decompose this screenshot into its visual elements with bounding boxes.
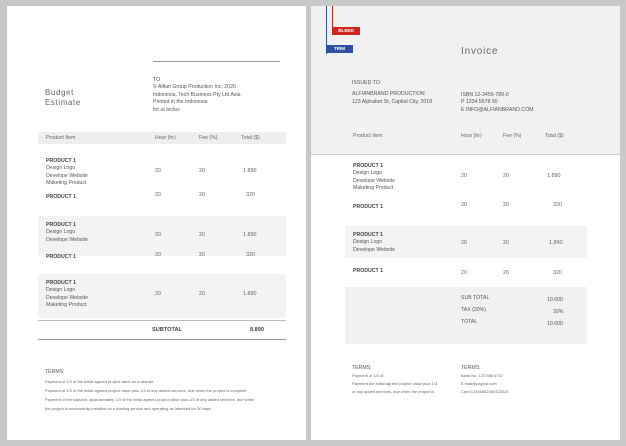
terms-line: Payment the initial agreed project value plus 1/3 (352, 381, 438, 387)
total-cell: 1.890 (547, 173, 561, 179)
bank-label: TERMS: (461, 365, 481, 371)
fee-cell: 20 (199, 232, 205, 238)
issued-to-label: ISSUED TO: (352, 80, 382, 86)
table-row (345, 226, 587, 258)
recipient-line: Indonesia. Tech Business Pty Ltd Asia (153, 91, 241, 98)
bank-line: Card 12345552454323324 (461, 389, 509, 395)
fee-cell: 20 (503, 270, 509, 276)
product-detail: Maketing Product (353, 185, 394, 192)
contact-line: P 1234 5678 90 (461, 99, 498, 106)
product-detail: Maketing Product (46, 180, 87, 187)
product-name: PRODUCT 1 (46, 194, 76, 200)
table-header (345, 130, 587, 142)
table-row (345, 198, 587, 222)
contact-block (461, 92, 581, 114)
bank-block (461, 365, 581, 396)
table-row (38, 248, 286, 272)
product-detail: Develope Website (46, 294, 89, 301)
product-detail: Design Logo (353, 239, 383, 246)
recipient-line: © Alfian Group Production Inc, 2020 (153, 84, 236, 91)
hour-cell: 20 (461, 270, 467, 276)
product-cell (46, 152, 88, 188)
fee-cell: 20 (503, 202, 509, 208)
bank-line: E mail@paypal.com (461, 381, 497, 387)
product-name: PRODUCT 1 (353, 163, 383, 169)
subtotal-label: SUBTOTAL (152, 327, 182, 333)
table-row (345, 262, 587, 282)
summary-value: 10.000 (547, 297, 563, 303)
total-cell: 1.890 (549, 240, 563, 246)
column-header: Fee (%) (199, 135, 218, 141)
table-row (345, 157, 587, 201)
recipient-block (153, 77, 293, 114)
trim-marker: TRIM (326, 45, 353, 53)
bank-line: Bank No. 123 566 6757 (461, 373, 504, 379)
product-name: PRODUCT 1 (46, 254, 76, 260)
table-row (38, 274, 286, 318)
column-header: Product Item (353, 133, 383, 139)
recipient-line: for ut lectus (153, 106, 180, 113)
summary-panel (345, 287, 587, 344)
budget-table (38, 132, 286, 322)
terms-label: TERMS: (352, 365, 372, 371)
product-name: PRODUCT 1 (46, 222, 76, 228)
product-cell (353, 157, 395, 193)
hour-cell: 20 (461, 240, 467, 246)
top-rule (153, 61, 280, 62)
product-name: PRODUCT 1 (46, 280, 76, 286)
bleed-marker: BLEED (332, 27, 360, 35)
product-cell (46, 248, 76, 261)
invoice-table (345, 130, 587, 280)
total-cell: 320 (553, 202, 562, 208)
product-detail: Design Logo (46, 287, 76, 294)
hour-cell: 20 (461, 202, 467, 208)
product-detail: Design Logo (46, 165, 76, 172)
summary-label: TAX (20%) (461, 307, 486, 313)
terms-line: Payment of 1/3 of (352, 373, 384, 379)
column-header: Hour (hr) (461, 133, 482, 139)
product-cell (353, 226, 395, 254)
terms-label: TERMS: (45, 369, 65, 375)
terms-line: the project is successfully installed on a hosting service and operating as intended for 30 days (45, 406, 212, 412)
terms-line: of any added services, due when the project is (352, 389, 435, 395)
column-header: Total ($) (545, 133, 564, 139)
total-cell: 1.890 (243, 232, 257, 238)
product-name: PRODUCT 1 (353, 232, 383, 238)
hour-cell: 20 (155, 291, 161, 297)
subtotal-value: 8.890 (250, 327, 264, 333)
recipient-line: Printed in the Indonesia (153, 99, 208, 106)
column-header: Product Item (46, 135, 76, 141)
product-cell (353, 198, 383, 211)
fee-cell: 20 (199, 168, 205, 174)
column-header: Hour (hr) (155, 135, 176, 141)
table-header (38, 132, 286, 144)
total-cell: 320 (246, 252, 255, 258)
product-name: PRODUCT 1 (46, 158, 76, 164)
terms-block (352, 365, 462, 396)
product-detail: Develope Website (46, 172, 89, 179)
product-cell (46, 188, 76, 201)
terms-block (45, 369, 295, 413)
fee-cell: 20 (503, 240, 509, 246)
fee-cell: 20 (199, 252, 205, 258)
hour-cell: 20 (155, 232, 161, 238)
page-title: Invoice (461, 46, 499, 57)
column-header: Total ($) (241, 135, 260, 141)
fee-cell: 20 (503, 173, 509, 179)
subtotal-rule (38, 320, 286, 321)
product-detail: Design Logo (353, 170, 383, 177)
product-detail: Develope Website (353, 246, 396, 253)
summary-label: TOTAL (461, 319, 478, 325)
invoice-page (311, 6, 620, 440)
total-cell: 320 (246, 192, 255, 198)
product-cell (46, 274, 88, 310)
hour-cell: 20 (155, 192, 161, 198)
product-cell (46, 216, 88, 244)
budget-estimate-page (7, 6, 306, 440)
product-detail: Design Logo (46, 229, 76, 236)
product-detail: Develope Website (46, 236, 89, 243)
fee-cell: 20 (199, 291, 205, 297)
summary-value: 30% (553, 309, 564, 315)
product-name: PRODUCT 1 (353, 268, 383, 274)
issued-to-block (352, 80, 472, 106)
terms-line: Payment of the balance, approximately 1/3 of the initial agreed project value plus 1/3 of any added services, due when (45, 397, 255, 403)
product-cell (353, 262, 383, 275)
table-row (38, 188, 286, 210)
issued-to-line: ALFIANBRAND PRODUCTION (352, 91, 425, 98)
terms-line: Payment of 1/3 of the initial agreed project value plus 1/3 of any added services, due when the project is complete (45, 388, 247, 394)
total-cell: 320 (553, 270, 562, 276)
total-cell: 1.890 (243, 291, 257, 297)
summary-value: 10.000 (547, 321, 563, 327)
hour-cell: 20 (155, 252, 161, 258)
subtotal-rule (38, 339, 286, 340)
product-name: PRODUCT 1 (353, 204, 383, 210)
column-header: Fee (%) (503, 133, 522, 139)
issued-to-line: 123 Alphabet St, Capital City, 2018 (352, 98, 433, 105)
terms-line: Payment of 1/3 of the initial agreed project value as a deposit. (45, 379, 155, 385)
product-detail: Develope Website (353, 177, 396, 184)
product-detail: Maketing Product (46, 302, 87, 309)
recipient-label: TO (153, 77, 161, 83)
contact-line: E INFO@ALFIANBRAND.COM (461, 106, 534, 113)
summary-label: SUB TOTAL (461, 295, 490, 301)
hour-cell: 20 (461, 173, 467, 179)
fee-cell: 20 (199, 192, 205, 198)
hour-cell: 20 (155, 168, 161, 174)
total-cell: 1.890 (243, 168, 257, 174)
page-title: Budget Estimate (45, 88, 81, 107)
contact-line: ISBN 12-3456-789-0 (461, 92, 509, 98)
